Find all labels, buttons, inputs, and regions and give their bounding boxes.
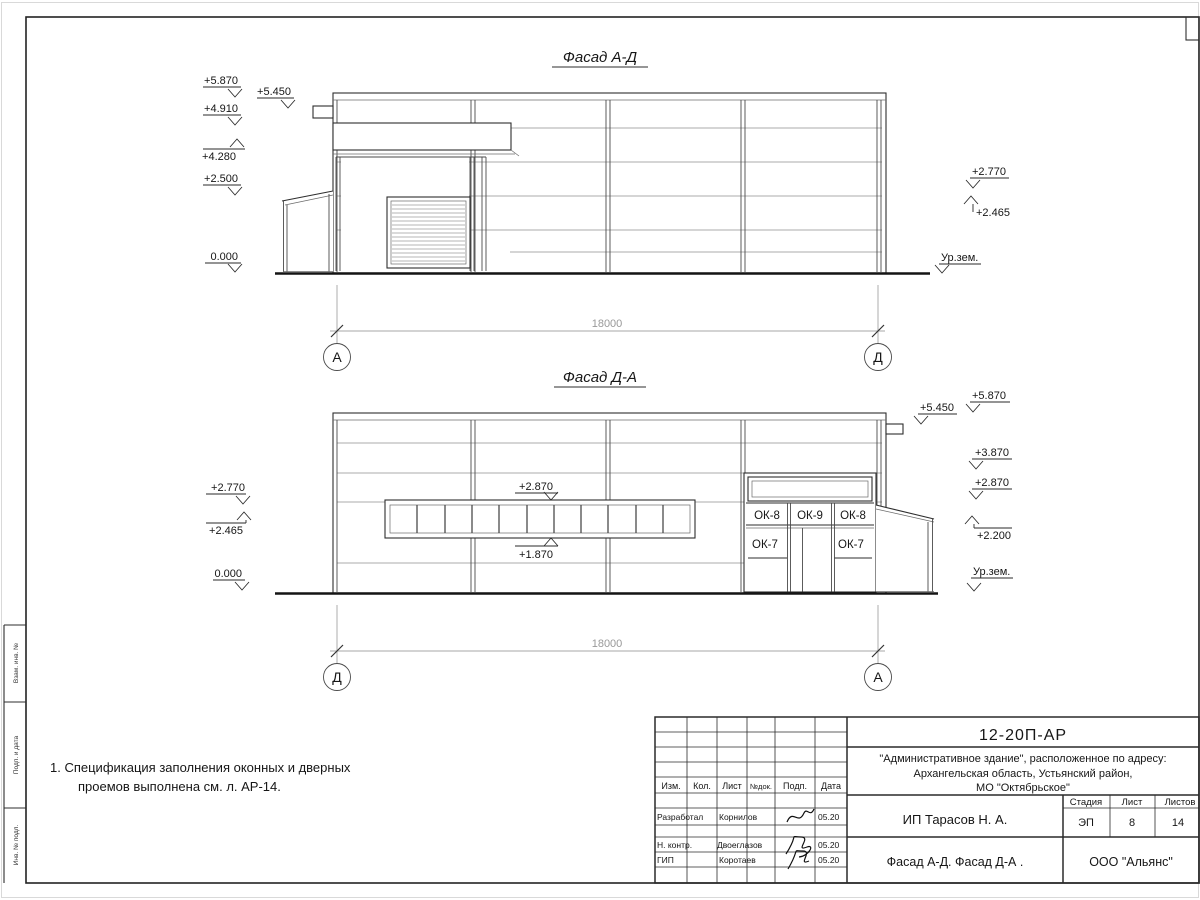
sheet-number: 8 bbox=[1128, 817, 1136, 829]
elevation-label: +4.910 bbox=[204, 103, 238, 115]
col-header-data: Дата bbox=[821, 781, 841, 791]
left-frame-strip bbox=[4, 625, 26, 883]
axis-letter: Д bbox=[332, 669, 342, 685]
facade-ad-dimension bbox=[324, 285, 892, 371]
facade-da-title: Фасад Д-А bbox=[562, 369, 638, 386]
window-label-ok7: ОК-7 bbox=[752, 539, 778, 551]
facade-ad-title: Фасад А-Д bbox=[562, 49, 638, 66]
elevation-label: +2.770 bbox=[211, 482, 245, 494]
ribbon-window-band bbox=[385, 500, 695, 538]
axis-letter: А bbox=[332, 349, 342, 365]
signatures bbox=[786, 809, 814, 869]
project-address-3: МО "Октябрьское" bbox=[976, 782, 1070, 794]
col-header-izm: Изм. bbox=[661, 781, 681, 791]
axis-letter: Д bbox=[873, 349, 883, 365]
row-name: Двоеглазов bbox=[717, 840, 763, 850]
stage-header: Стадия bbox=[1069, 797, 1103, 808]
client-name: ИП Тарасов Н. А. bbox=[902, 812, 1008, 827]
facade-da-elevations-left bbox=[206, 482, 251, 590]
axis-letter: А bbox=[873, 669, 883, 685]
elevation-label: +3.870 bbox=[975, 447, 1009, 459]
roller-door bbox=[387, 197, 470, 268]
elevation-label: +2.200 bbox=[977, 530, 1011, 542]
strip-label-vzam: Взам. инв. № bbox=[13, 642, 20, 684]
row-date: 05.20 bbox=[818, 855, 840, 865]
elevation-label: +5.870 bbox=[204, 75, 238, 87]
elevation-label: +4.280 bbox=[202, 151, 236, 163]
elevation-label: +2.870 bbox=[975, 477, 1009, 489]
dimension-value: 18000 bbox=[591, 318, 623, 330]
window-label-ok9: ОК-9 bbox=[797, 510, 823, 522]
window-label-ok8: ОК-8 bbox=[840, 510, 866, 522]
facade-da-building bbox=[275, 413, 938, 594]
ground-level-label: Ур.зем. bbox=[941, 252, 979, 264]
elevation-label: 0.000 bbox=[214, 568, 242, 580]
ground-level-label: Ур.зем. bbox=[973, 566, 1011, 578]
left-lean-to bbox=[282, 191, 333, 272]
company-name: ООО "Альянс" bbox=[1089, 855, 1173, 869]
stage-value: ЭП bbox=[1078, 817, 1094, 829]
elevation-label: 0.000 bbox=[210, 251, 238, 263]
facade-ad-building bbox=[275, 93, 930, 274]
sheets-header: Листов bbox=[1164, 797, 1196, 808]
elevation-label: +2.465 bbox=[209, 525, 243, 537]
strip-label-podp-data: Подп. и дата bbox=[13, 735, 20, 775]
elevation-label: +5.870 bbox=[972, 390, 1006, 402]
facade-da-view bbox=[206, 369, 1013, 691]
elevation-label: +1.870 bbox=[519, 549, 553, 561]
col-header-kol: Кол. bbox=[693, 781, 711, 791]
strip-label-inv-podl: Инв. № подл. bbox=[13, 824, 20, 866]
roof-vent-box bbox=[313, 106, 333, 118]
row-name: Коротаев bbox=[719, 855, 756, 865]
col-header-podp: Подп. bbox=[783, 781, 807, 791]
elevation-label: +5.450 bbox=[920, 402, 954, 414]
drawing-note bbox=[50, 760, 351, 794]
project-address-2: Архангельская область, Устьянский район, bbox=[913, 768, 1133, 780]
window-label-ok7: ОК-7 bbox=[838, 539, 864, 551]
row-date: 05.20 bbox=[818, 840, 840, 850]
sheet-header: Лист bbox=[1121, 797, 1143, 808]
note-line-1: 1. Спецификация заполнения оконных и дверных bbox=[50, 760, 351, 775]
top-right-stamp-box bbox=[1186, 17, 1199, 40]
facade-ad-elevations-left bbox=[202, 75, 295, 272]
elevation-label: +2.770 bbox=[972, 166, 1006, 178]
elevation-label: +5.450 bbox=[257, 86, 291, 98]
facade-da-dimension bbox=[324, 605, 892, 691]
document-number: 12-20П-АР bbox=[978, 727, 1068, 744]
row-role: Разработал bbox=[657, 812, 704, 822]
row-date: 05.20 bbox=[818, 812, 840, 822]
facade-ad-view bbox=[202, 49, 1010, 371]
storefront-glazing bbox=[744, 473, 876, 592]
facade-ad-elevations-right bbox=[935, 166, 1010, 273]
title-block bbox=[655, 717, 1199, 883]
sheet-content-title: Фасад А-Д. Фасад Д-А . bbox=[886, 855, 1024, 869]
elevation-label: +2.870 bbox=[519, 481, 553, 493]
note-line-2: проемов выполнена см. л. АР-14. bbox=[78, 779, 281, 794]
right-lean-to bbox=[876, 505, 934, 592]
dimension-value: 18000 bbox=[591, 638, 623, 650]
project-address-1: "Административное здание", расположенное по адресу: bbox=[879, 753, 1167, 765]
col-header-list: Лист bbox=[722, 781, 742, 791]
row-role: ГИП bbox=[657, 855, 674, 865]
roof-vent-box bbox=[886, 424, 903, 434]
elevation-label: +2.465 bbox=[976, 207, 1010, 219]
row-role: Н. контр. bbox=[657, 840, 693, 850]
col-header-ndoc: №док. bbox=[750, 782, 772, 791]
sheets-total: 14 bbox=[1171, 817, 1185, 829]
elevation-label: +2.500 bbox=[204, 173, 238, 185]
row-name: Корнилов bbox=[719, 812, 758, 822]
window-label-ok8: ОК-8 bbox=[754, 510, 780, 522]
